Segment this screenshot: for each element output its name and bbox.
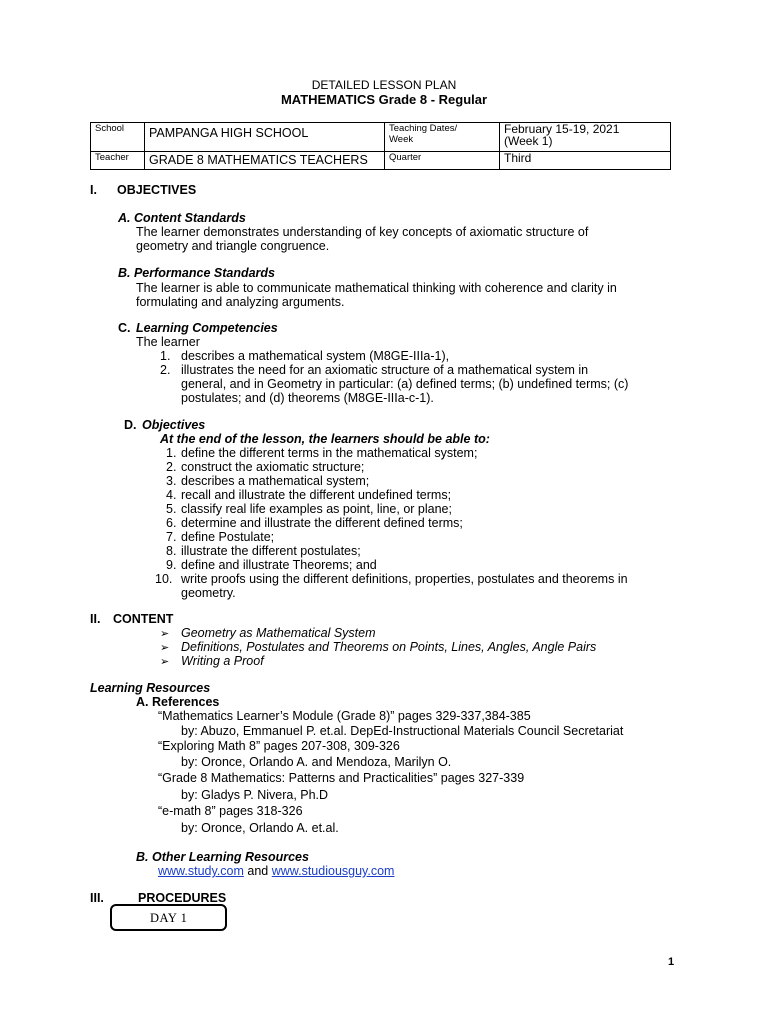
objective-text: classify real life examples as point, line, or plane; <box>181 502 452 516</box>
teaching-dates-label-line1: Teaching Dates/ <box>389 123 458 134</box>
objective-number: 5. <box>166 502 177 516</box>
references-heading: A. References <box>136 695 220 709</box>
school-label: School <box>91 123 145 152</box>
section-heading-objectives: OBJECTIVES <box>117 183 197 197</box>
table-row <box>91 152 671 170</box>
day-label: DAY 1 <box>150 911 188 925</box>
competency-line: describes a mathematical system (M8GE-IIIa-1), <box>181 349 450 363</box>
objective-text: recall and illustrate the different undefined terms; <box>181 488 452 502</box>
reference-title: “Mathematics Learner’s Module (Grade 8)” pages 329-337,384-385 <box>158 709 531 723</box>
reference-authors: by: Oronce, Orlando A. and Mendoza, Marilyn O. <box>181 755 452 769</box>
section-numeral-1: I. <box>90 183 97 197</box>
teaching-dates-label <box>385 123 500 152</box>
school-value: PAMPANGA HIGH SCHOOL <box>145 123 385 152</box>
quarter-value: Third <box>500 152 671 170</box>
objective-number: 8. <box>166 544 177 558</box>
performance-standards-heading: B. Performance Standards <box>118 266 275 280</box>
competency-number: 1. <box>160 349 171 363</box>
content-standards-heading: A. Content Standards <box>118 211 246 225</box>
competency-number: 2. <box>160 363 171 377</box>
table-row <box>91 123 671 152</box>
teaching-dates-value <box>500 123 671 152</box>
objective-number: 4. <box>166 488 177 502</box>
document-subtitle: MATHEMATICS Grade 8 - Regular <box>280 92 488 107</box>
content-item: Geometry as Mathematical System <box>181 626 376 640</box>
objective-text: determine and illustrate the different defined terms; <box>181 516 463 530</box>
section-numeral-2: II. <box>90 612 101 626</box>
learning-competencies-heading: Learning Competencies <box>136 321 278 335</box>
content-standards-line-1: The learner demonstrates understanding of key concepts of axiomatic structure of <box>136 225 589 239</box>
other-resources-links <box>158 864 394 878</box>
arrow-bullet-icon: ➢ <box>160 628 170 640</box>
learning-competencies-intro: The learner <box>136 335 200 349</box>
objective-number: 3. <box>166 474 177 488</box>
content-standards-line-2: geometry and triangle congruence. <box>136 239 330 253</box>
objective-number: 7. <box>166 530 177 544</box>
objective-text: illustrate the different postulates; <box>181 544 361 558</box>
section-heading-procedures: PROCEDURES <box>138 891 227 905</box>
reference-authors: by: Abuzo, Emmanuel P. et.al. DepEd-Instructional Materials Council Secretariat <box>181 724 624 738</box>
school-info-table <box>90 122 671 170</box>
quarter-label: Quarter <box>385 152 500 170</box>
page-number: 1 <box>668 956 675 968</box>
teaching-dates-label-line2: Week <box>389 134 414 145</box>
study-link[interactable]: www.study.com <box>158 864 244 878</box>
objective-number: 10. <box>155 572 173 586</box>
teaching-dates-value-line2: (Week 1) <box>504 134 553 148</box>
objective-text: write proofs using the different definitions, properties, postulates and theorems in <box>181 572 628 586</box>
objective-number: 1. <box>166 446 177 460</box>
document-title: DETAILED LESSON PLAN <box>311 78 457 92</box>
competency-line: illustrates the need for an axiomatic structure of a mathematical system in <box>181 363 589 377</box>
objective-text: construct the axiomatic structure; <box>181 460 365 474</box>
competency-line: postulates; and (d) theorems (M8GE-IIIa-c-1). <box>181 391 434 405</box>
lesson-objectives-heading: Objectives <box>142 418 206 432</box>
learning-competencies-letter: C. <box>118 321 131 335</box>
teacher-value: GRADE 8 MATHEMATICS TEACHERS <box>145 152 385 170</box>
learning-resources-heading: Learning Resources <box>90 681 211 695</box>
studiousguy-link[interactable]: www.studiousguy.com <box>271 864 395 878</box>
arrow-bullet-icon: ➢ <box>160 656 170 668</box>
content-item: Definitions, Postulates and Theorems on Points, Lines, Angles, Angle Pairs <box>181 640 597 654</box>
performance-standards-line-2: formulating and analyzing arguments. <box>136 295 345 309</box>
reference-title: “Grade 8 Mathematics: Patterns and Practicalities” pages 327-339 <box>158 771 525 785</box>
objective-number: 2. <box>166 460 177 474</box>
other-resources-heading: B. Other Learning Resources <box>136 850 309 864</box>
content-item: Writing a Proof <box>181 654 264 668</box>
objective-text: describes a mathematical system; <box>181 474 370 488</box>
objective-text: define and illustrate Theorems; and <box>181 558 377 572</box>
teacher-label: Teacher <box>91 152 145 170</box>
reference-authors: by: Oronce, Orlando A. et.al. <box>181 821 339 835</box>
objective-text: define the different terms in the mathematical system; <box>181 446 478 460</box>
section-heading-content: CONTENT <box>113 612 174 626</box>
competency-line: general, and in Geometry in particular: (a) defined terms; (b) undefined terms; (c) <box>181 377 629 391</box>
objective-text: define Postulate; <box>181 530 275 544</box>
objective-text-continuation: geometry. <box>181 586 236 600</box>
reference-authors: by: Gladys P. Nivera, Ph.D <box>181 788 329 802</box>
link-separator: and <box>243 864 272 878</box>
reference-title: “Exploring Math 8” pages 207-308, 309-326 <box>158 739 400 753</box>
arrow-bullet-icon: ➢ <box>160 642 170 654</box>
performance-standards-line-1: The learner is able to communicate mathematical thinking with coherence and clarity in <box>136 281 617 295</box>
reference-title: “e-math 8” pages 318-326 <box>158 804 303 818</box>
teaching-dates-value-line1: February 15-19, 2021 <box>504 122 620 136</box>
lesson-objectives-intro: At the end of the lesson, the learners should be able to: <box>160 432 490 446</box>
objective-number: 9. <box>166 558 177 572</box>
objective-number: 6. <box>166 516 177 530</box>
lesson-objectives-letter: D. <box>124 418 137 432</box>
section-numeral-3: III. <box>90 891 104 905</box>
day-label-box <box>110 904 227 931</box>
